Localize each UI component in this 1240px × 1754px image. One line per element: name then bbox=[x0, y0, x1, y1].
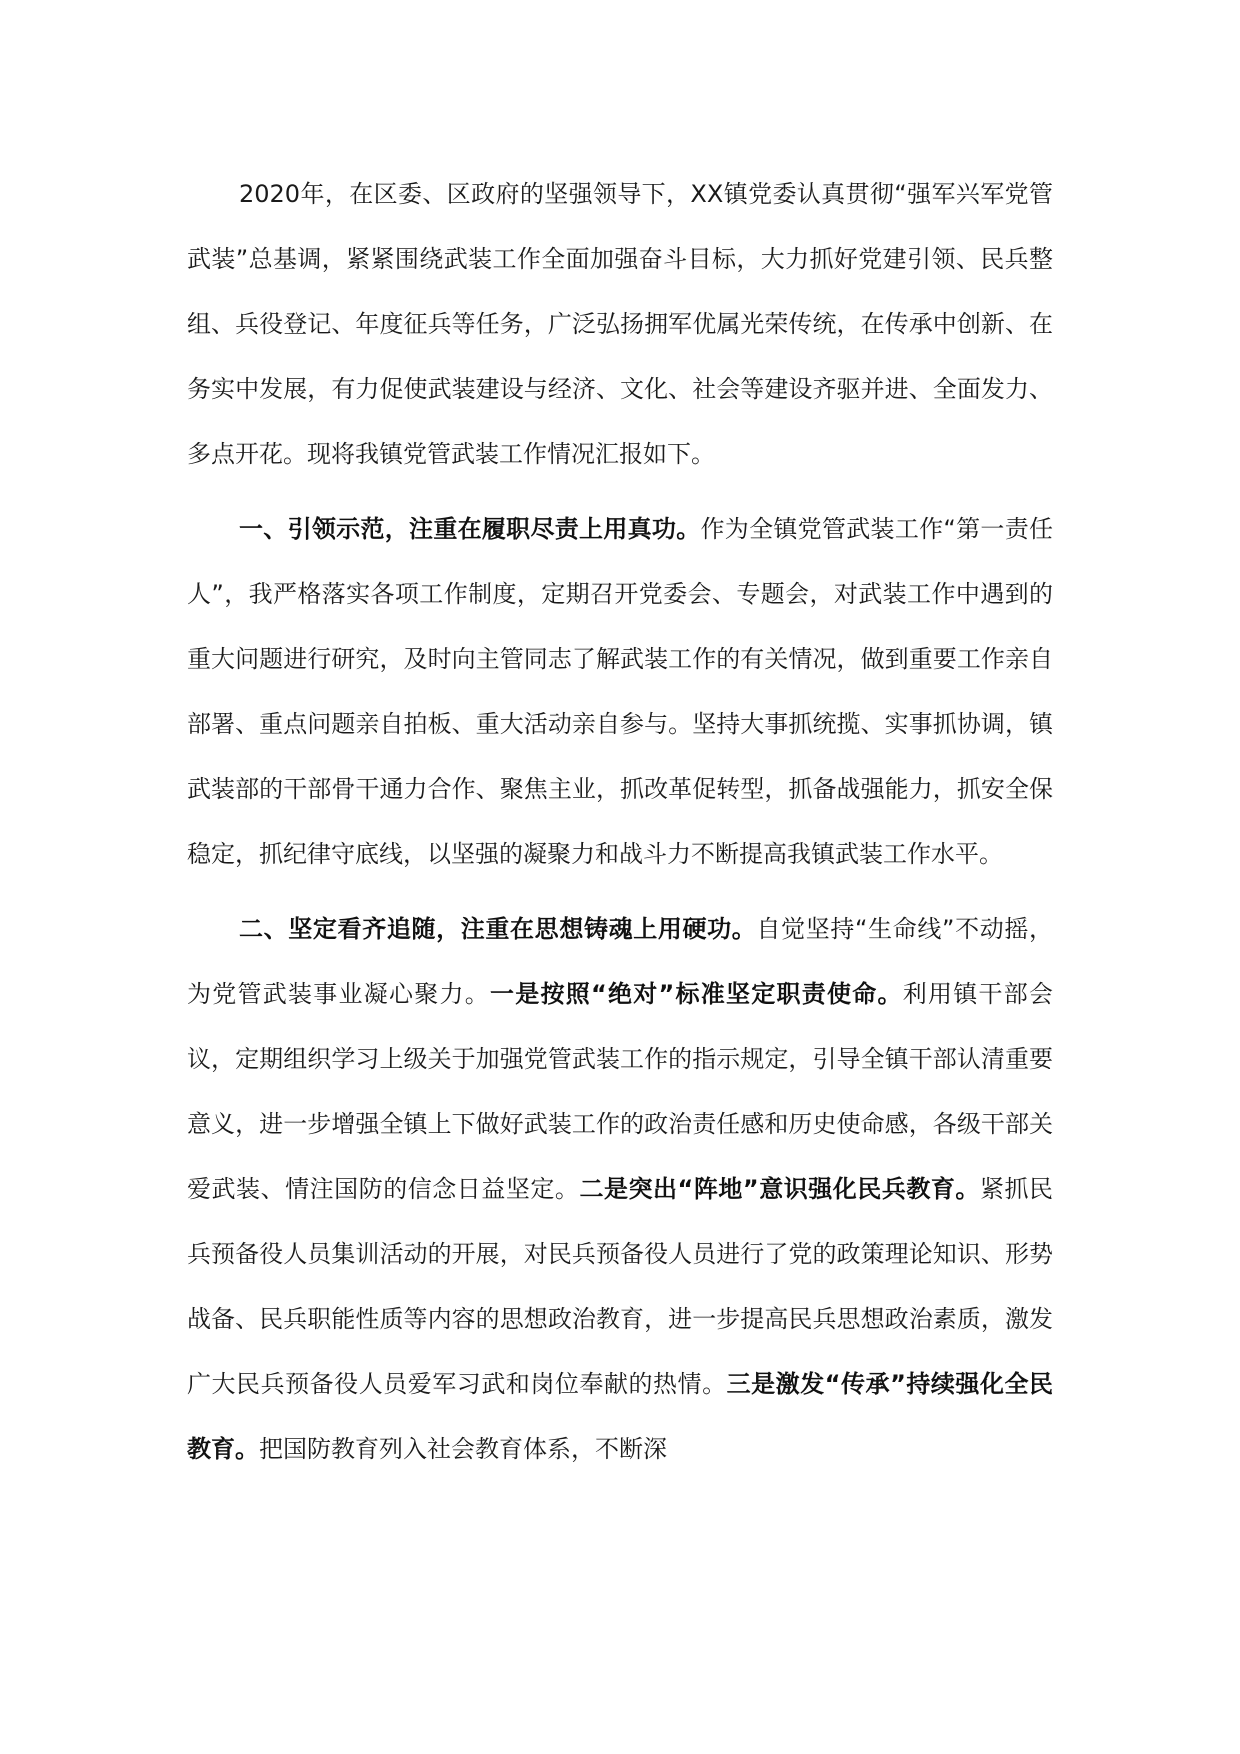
point-1-heading: 一是按照“绝对”标准坚定职责使命。 bbox=[489, 980, 903, 1008]
document-body bbox=[187, 162, 1053, 1492]
point-3-heading: 三是激发“传承”持续强化全民教育。 bbox=[187, 1370, 1054, 1463]
paragraph-section-1 bbox=[187, 497, 1053, 887]
point-3-text: 把国防教育列入社会教育体系，不断深 bbox=[259, 1435, 667, 1463]
point-1-text: 利用镇干部会议，定期组织学习上级关于加强党管武装工作的指示规定，引导全镇干部认清重要意义，进一步增强全镇上下做好武装工作的政治责任感和历史使命感，各级干部关爱武装、情注国防的信念日益坚定。 bbox=[187, 980, 1054, 1203]
paragraph-section-2 bbox=[187, 897, 1053, 1482]
intro-text: 2020年，在区委、区政府的坚强领导下，XX镇党委认真贯彻“强军兴军党管武装”总基调，紧紧围绕武装工作全面加强奋斗目标，大力抓好党建引领、民兵整组、兵役登记、年度征兵等任务，广泛弘扬拥军优属光荣传统，在传承中创新、在务实中发展，有力促使武装建设与经济、文化、社会等建设齐驱并进、全面发力、多点开花。现将我镇党管武装工作情况汇报如下。 bbox=[187, 180, 1053, 468]
section-1-heading: 一、引领示范，注重在履职尽责上用真功。 bbox=[239, 515, 701, 543]
section-1-text: 作为全镇党管武装工作“第一责任人”，我严格落实各项工作制度，定期召开党委会、专题会，对武装工作中遇到的重大问题进行研究，及时向主管同志了解武装工作的有关情况，做到重要工作亲自部署、重点问题亲自拍板、重大活动亲自参与。坚持大事抓统揽、实事抓协调，镇武装部的干部骨干通力合作、聚焦主业，抓改革促转型，抓备战强能力，抓安全保稳定，抓纪律守底线，以坚强的凝聚力和战斗力不断提高我镇武装工作水平。 bbox=[187, 515, 1054, 868]
point-2-heading: 二是突出“阵地”意识强化民兵教育。 bbox=[579, 1175, 980, 1203]
section-2-heading: 二、坚定看齐追随，注重在思想铸魂上用硬功。 bbox=[239, 915, 757, 943]
section-2-lead: 自觉坚持“生命线”不动摇，为党管武装事业凝心聚力。 bbox=[187, 915, 1054, 1008]
point-2-text: 紧抓民兵预备役人员集训活动的开展，对民兵预备役人员进行了党的政策理论知识、形势战备、民兵职能性质等内容的思想政治教育，进一步提高民兵思想政治素质，激发广大民兵预备役人员爱军习武和岗位奉献的热情。 bbox=[187, 1175, 1054, 1398]
paragraph-intro bbox=[187, 162, 1053, 487]
